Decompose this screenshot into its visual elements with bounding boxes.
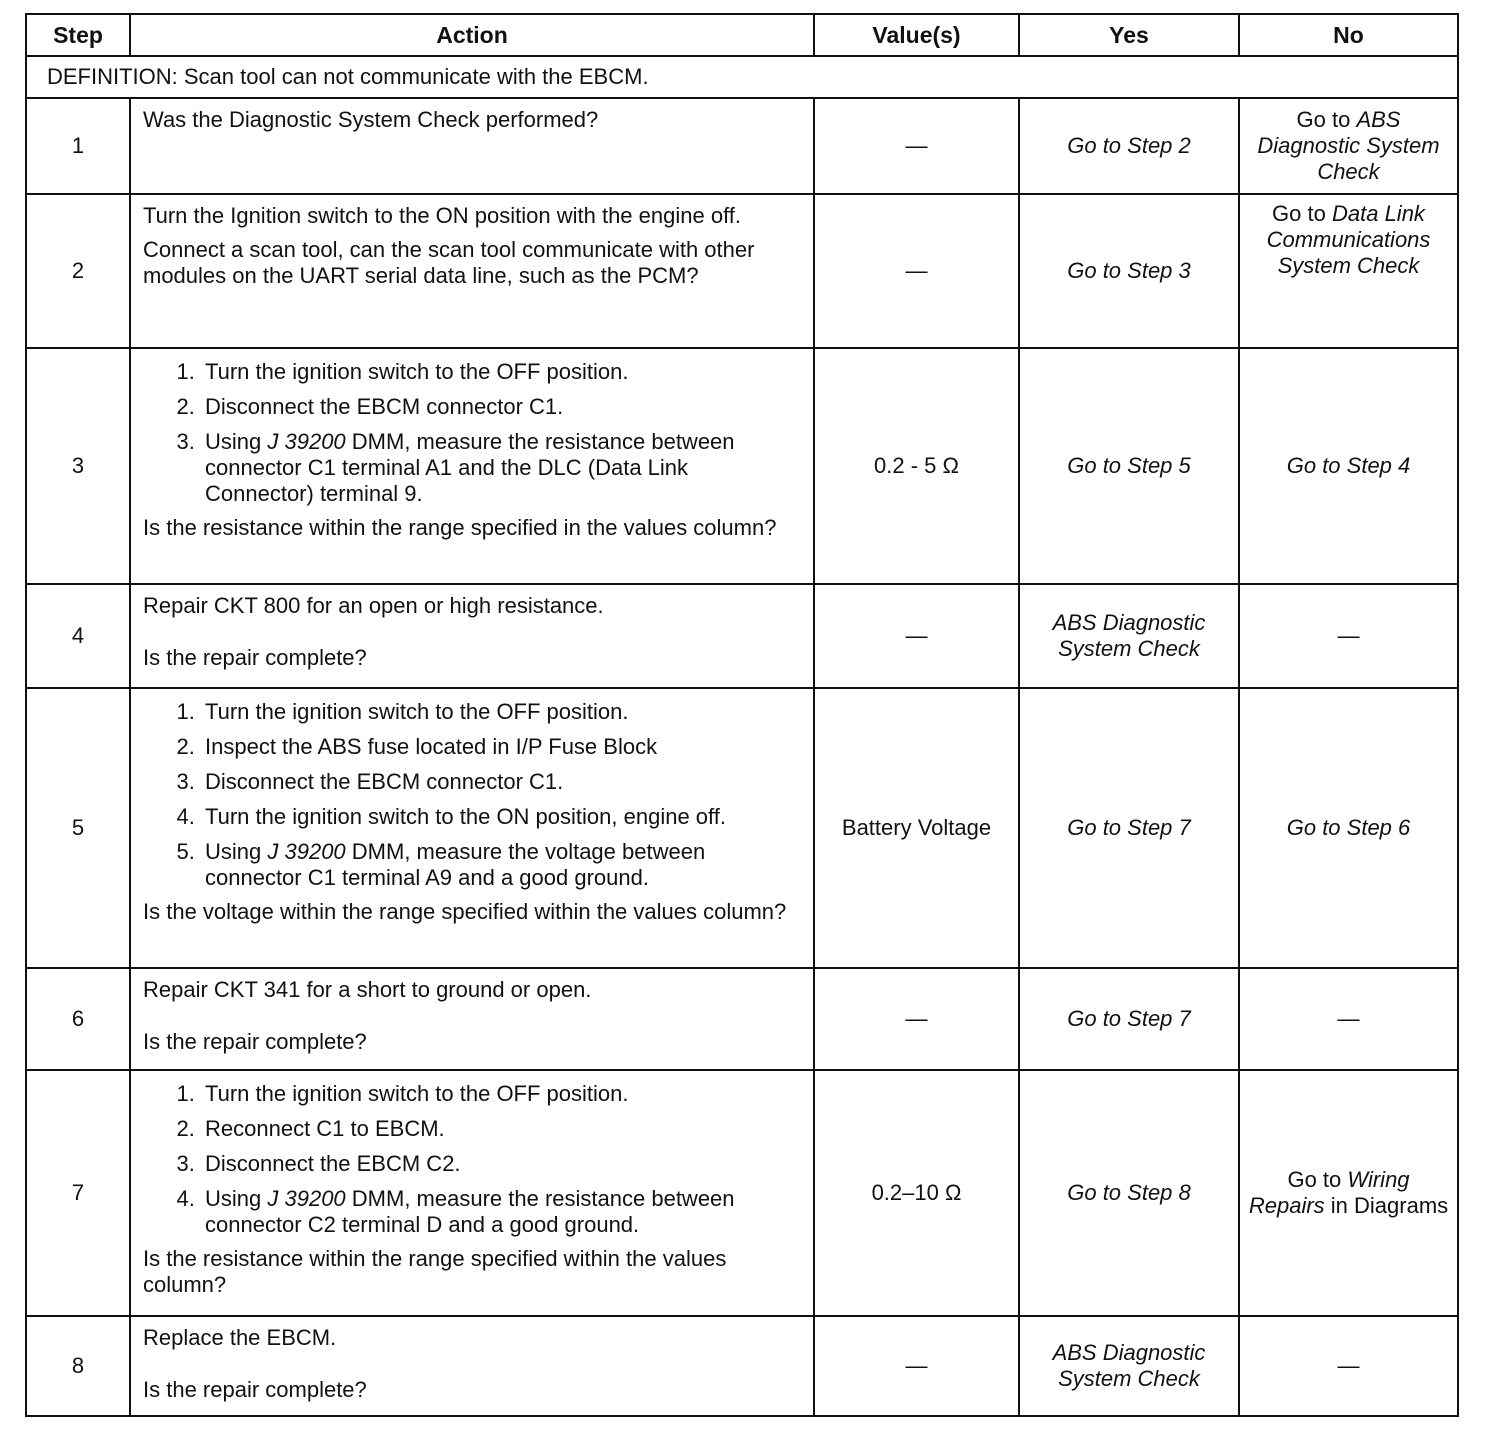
no-reference: Data Link Communications System Check bbox=[1266, 201, 1431, 278]
action-question: Is the voltage within the range specified within the values column? bbox=[143, 899, 787, 924]
no-cell: Go to Step 4 bbox=[1239, 348, 1458, 584]
no-cell: Go to Step 6 bbox=[1239, 688, 1458, 968]
diagnostic-table bbox=[25, 13, 1459, 1417]
action-cell bbox=[130, 1070, 814, 1316]
step-number: 6 bbox=[26, 968, 130, 1070]
no-cell bbox=[1239, 1070, 1458, 1316]
header-action: Action bbox=[130, 14, 814, 56]
action-question: Was the Diagnostic System Check performed? bbox=[143, 107, 599, 132]
no-cell: — bbox=[1239, 968, 1458, 1070]
value-cell: Battery Voltage bbox=[814, 688, 1019, 968]
value-cell: — bbox=[814, 968, 1019, 1070]
yes-cell: Go to Step 3 bbox=[1019, 194, 1239, 348]
table-row bbox=[26, 1316, 1458, 1416]
yes-cell: ABS Diagnostic System Check bbox=[1019, 584, 1239, 688]
action-question: Is the repair complete? bbox=[143, 1029, 367, 1054]
yes-cell: Go to Step 8 bbox=[1019, 1070, 1239, 1316]
action-question: Is the repair complete? bbox=[143, 1377, 367, 1402]
list-item: 1. Turn the ignition switch to the OFF position. bbox=[201, 699, 801, 725]
table-row bbox=[26, 688, 1458, 968]
action-text: Repair CKT 341 for a short to ground or open. bbox=[143, 977, 592, 1002]
tool-reference: J 39200 bbox=[267, 1186, 346, 1211]
header-values: Value(s) bbox=[814, 14, 1019, 56]
list-item: 3. Disconnect the EBCM C2. bbox=[201, 1151, 801, 1177]
yes-cell: Go to Step 7 bbox=[1019, 688, 1239, 968]
table-row bbox=[26, 1070, 1458, 1316]
no-cell: — bbox=[1239, 1316, 1458, 1416]
no-cell bbox=[1239, 98, 1458, 194]
table-row bbox=[26, 584, 1458, 688]
header-no: No bbox=[1239, 14, 1458, 56]
action-cell bbox=[130, 584, 814, 688]
no-prefix: Go to bbox=[1272, 201, 1326, 226]
action-text: Repair CKT 800 for an open or high resistance. bbox=[143, 593, 604, 618]
action-text: Replace the EBCM. bbox=[143, 1325, 337, 1350]
step-number: 3 bbox=[26, 348, 130, 584]
action-cell bbox=[130, 348, 814, 584]
step-number: 1 bbox=[26, 98, 130, 194]
no-suffix: in Diagrams bbox=[1330, 1193, 1449, 1218]
list-item: 5. Using J 39200 DMM, measure the voltage between connector C1 terminal A9 and a good ground. bbox=[201, 839, 801, 891]
value-cell: 0.2 - 5 Ω bbox=[814, 348, 1019, 584]
header-yes: Yes bbox=[1019, 14, 1239, 56]
value-cell: — bbox=[814, 98, 1019, 194]
list-item: 3. Using J 39200 DMM, measure the resistance between connector C1 terminal A1 and the DLC (Data Link Connector) terminal 9. bbox=[201, 429, 801, 507]
list-item: 3. Disconnect the EBCM connector C1. bbox=[201, 769, 801, 795]
list-item: 1. Turn the ignition switch to the OFF position. bbox=[201, 359, 801, 385]
action-question: Is the resistance within the range specified within the values column? bbox=[143, 1246, 727, 1297]
yes-cell: Go to Step 7 bbox=[1019, 968, 1239, 1070]
list-item: 2. Inspect the ABS fuse located in I/P Fuse Block bbox=[201, 734, 801, 760]
action-question: Connect a scan tool, can the scan tool communicate with other modules on the UART serial data line, such as the PCM? bbox=[143, 237, 755, 288]
tool-reference: J 39200 bbox=[267, 839, 346, 864]
table-row bbox=[26, 348, 1458, 584]
action-steps bbox=[143, 359, 801, 507]
action-cell bbox=[130, 968, 814, 1070]
definition-row bbox=[26, 56, 1458, 98]
no-cell: — bbox=[1239, 584, 1458, 688]
list-item: 2. Reconnect C1 to EBCM. bbox=[201, 1116, 801, 1142]
yes-cell: Go to Step 2 bbox=[1019, 98, 1239, 194]
action-cell bbox=[130, 98, 814, 194]
table-row bbox=[26, 968, 1458, 1070]
list-item: 4. Using J 39200 DMM, measure the resistance between connector C2 terminal D and a good ground. bbox=[201, 1186, 801, 1238]
action-cell bbox=[130, 688, 814, 968]
step-number: 5 bbox=[26, 688, 130, 968]
no-cell bbox=[1239, 194, 1458, 348]
header-row bbox=[26, 14, 1458, 56]
list-item: 4. Turn the ignition switch to the ON position, engine off. bbox=[201, 804, 801, 830]
value-cell: — bbox=[814, 194, 1019, 348]
table-row bbox=[26, 194, 1458, 348]
action-steps bbox=[143, 699, 801, 891]
action-cell bbox=[130, 194, 814, 348]
step-number: 2 bbox=[26, 194, 130, 348]
value-cell: — bbox=[814, 584, 1019, 688]
yes-cell: ABS Diagnostic System Check bbox=[1019, 1316, 1239, 1416]
list-item: 2. Disconnect the EBCM connector C1. bbox=[201, 394, 801, 420]
definition-text: DEFINITION: Scan tool can not communicate with the EBCM. bbox=[26, 56, 1458, 98]
tool-reference: J 39200 bbox=[267, 429, 346, 454]
action-cell bbox=[130, 1316, 814, 1416]
no-reference: Wiring Repairs bbox=[1248, 1167, 1410, 1218]
value-cell: 0.2–10 Ω bbox=[814, 1070, 1019, 1316]
action-steps bbox=[143, 1081, 801, 1238]
no-reference: ABS Diagnostic System Check bbox=[1257, 107, 1440, 184]
action-question: Is the resistance within the range specified in the values column? bbox=[143, 515, 777, 540]
action-text: Turn the Ignition switch to the ON position with the engine off. bbox=[143, 203, 742, 228]
yes-cell: Go to Step 5 bbox=[1019, 348, 1239, 584]
list-item: 1. Turn the ignition switch to the OFF position. bbox=[201, 1081, 801, 1107]
step-number: 8 bbox=[26, 1316, 130, 1416]
table-row bbox=[26, 98, 1458, 194]
no-prefix: Go to bbox=[1287, 1167, 1342, 1192]
no-prefix: Go to bbox=[1296, 107, 1351, 132]
step-number: 4 bbox=[26, 584, 130, 688]
value-cell: — bbox=[814, 1316, 1019, 1416]
header-step: Step bbox=[26, 14, 130, 56]
step-number: 7 bbox=[26, 1070, 130, 1316]
action-question: Is the repair complete? bbox=[143, 645, 367, 670]
